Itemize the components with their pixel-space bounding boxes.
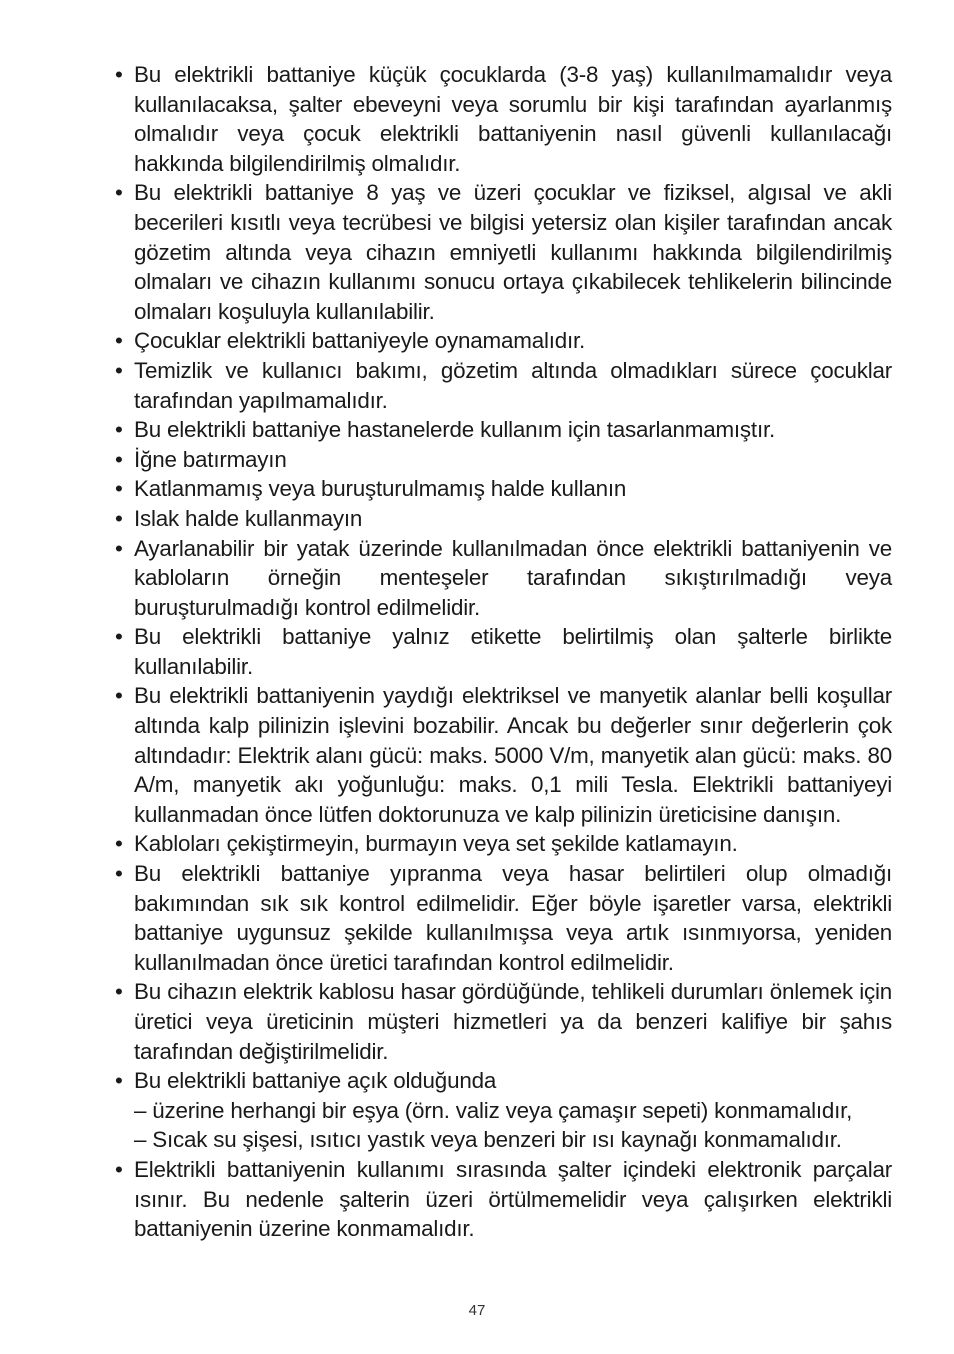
bullet-icon: •	[115, 979, 123, 1005]
bullet-icon: •	[115, 505, 123, 531]
list-item-text: Bu elektrikli battaniyenin yaydığı elektriksel ve manyetik alanlar belli koşullar altında kalp pilinizin işlevini bozabilir. Ancak bu değerler sınır değerlerin çok altındadır: Elektrik alanı gücü: maks. 5000 V/m, manyetik alan gücü: maks. 80 A/m, manyetik akı yoğunluğu: maks. 0,1 mili Tesla. Elektrikli battaniyeyi kullanmadan önce lütfen doktorunuza ve kalp pilinizin üreticisine danışın.	[134, 683, 892, 827]
list-item	[112, 326, 892, 356]
list-item	[112, 504, 892, 534]
list-item-text: Bu elektrikli battaniye hastanelerde kullanım için tasarlanmamıştır.	[134, 417, 776, 443]
sub-list-item: – Sıcak su şişesi, ısıtıcı yastık veya benzeri bir ısı kaynağı konmamalıdır.	[134, 1127, 842, 1153]
bullet-icon: •	[115, 417, 123, 443]
list-item	[112, 1066, 892, 1155]
bullet-icon: •	[115, 861, 123, 887]
list-item	[112, 474, 892, 504]
page-number: 47	[468, 1302, 486, 1319]
bullet-icon: •	[115, 476, 123, 502]
list-item-text: İğne batırmayın	[134, 446, 287, 472]
sub-list-item: – üzerine herhangi bir eşya (örn. valiz veya çamaşır sepeti) konmamalıdır,	[134, 1097, 853, 1123]
list-item-text: Bu elektrikli battaniye yalnız etikette belirtilmiş olan şalterle birlikte kullanılabilir.	[134, 624, 892, 679]
list-item-text: Bu cihazın elektrik kablosu hasar gördüğünde, tehlikeli durumları önlemek için üretici veya üreticinin müşteri hizmetleri ya da benzeri kalifiye bir şahıs tarafından değiştirilmelidir.	[134, 979, 892, 1064]
list-item-text: Ayarlanabilir bir yatak üzerinde kullanılmadan önce elektrikli battaniyenin ve kabloların örneğin menteşeler tarafından sıkıştırılmadığı veya buruşturulmadığı kontrol edilmelidir.	[134, 535, 892, 620]
list-item-text: Bu elektrikli battaniye yıpranma veya hasar belirtileri olup olmadığı bakımından sık sık kontrol edilmelidir. Eğer böyle işaretler varsa, elektrikli battaniye uygunsuz şekilde kullanılmışsa veya artık ısınmıyorsa, yeniden kullanılmadan önce üretici tarafından kontrol edilmelidir.	[134, 861, 892, 975]
list-item	[112, 60, 892, 178]
list-item	[112, 178, 892, 326]
bullet-icon: •	[115, 357, 123, 383]
bullet-icon: •	[115, 446, 123, 472]
list-item-text: Kabloları çekiştirmeyin, burmayın veya set şekilde katlamayın.	[134, 831, 738, 857]
list-item	[112, 1155, 892, 1244]
list-item	[112, 356, 892, 415]
list-item	[112, 859, 892, 977]
list-item-text: Bu elektrikli battaniye küçük çocuklarda (3-8 yaş) kullanılmamalıdır veya kullanılacaksa, şalter ebeveyni veya sorumlu bir kişi tarafından ayarlanmış olmalıdır veya çocuk elektrikli battaniyenin nasıl güvenli kullanılacağı hakkında bilgilendirilmiş olmalıdır.	[134, 62, 892, 176]
list-item-text: Islak halde kullanmayın	[134, 505, 363, 531]
list-item-text: Elektrikli battaniyenin kullanımı sırasında şalter içindeki elektronik parçalar ısınır. Bu nedenle şalterin üzeri örtülmemelidir veya çalışırken elektrikli battaniyenin üzerine konmamalıdır.	[134, 1156, 892, 1242]
bullet-icon: •	[115, 62, 123, 87]
list-item-text: Bu elektrikli battaniye açık olduğunda	[134, 1068, 497, 1094]
bullet-icon: •	[115, 1068, 123, 1094]
bullet-icon: •	[115, 180, 123, 206]
bullet-icon: •	[115, 1156, 123, 1182]
bullet-icon: •	[115, 831, 123, 857]
list-item	[112, 445, 892, 475]
bullet-icon: •	[115, 328, 123, 354]
page-content	[112, 60, 892, 1244]
list-item-text: Temizlik ve kullanıcı bakımı, gözetim altında olmadıkları sürece çocuklar tarafından yapılmamalıdır.	[134, 357, 892, 413]
list-item	[112, 681, 892, 829]
bullet-icon: •	[115, 683, 123, 709]
list-item-text: Bu elektrikli battaniye 8 yaş ve üzeri çocuklar ve fiziksel, algısal ve akli becerileri kısıtlı veya tecrübesi ve bilgisi yetersiz olan kişiler tarafından ancak gözetim altında veya cihazın emniyetli kullanımı hakkında bilgilendirilmiş olmaları ve cihazın kullanımı sonucu ortaya çıkabilecek tehlikelerin bilincinde olmaları koşuluyla kullanılabilir.	[134, 180, 892, 324]
list-item	[112, 622, 892, 681]
list-item	[112, 534, 892, 623]
list-item	[112, 829, 892, 859]
list-item-text: Çocuklar elektrikli battaniyeyle oynamamalıdır.	[134, 328, 586, 354]
bullet-icon: •	[115, 624, 123, 650]
list-item	[112, 977, 892, 1066]
bullet-icon: •	[115, 535, 123, 561]
safety-instructions-list	[112, 60, 892, 1244]
list-item	[112, 415, 892, 445]
list-item-text: Katlanmamış veya buruşturulmamış halde kullanın	[134, 476, 627, 502]
